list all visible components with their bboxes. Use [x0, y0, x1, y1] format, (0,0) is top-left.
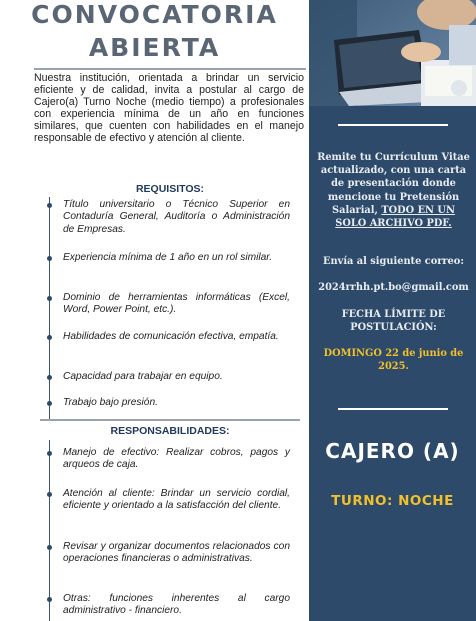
responsabilidad-bullet	[47, 545, 52, 550]
requisitos-timeline	[49, 197, 50, 419]
requisito-item: Dominio de herramientas informáticas (Excel, Word, Power Point, etc.).	[63, 292, 290, 316]
sidebar-divider-bottom	[338, 408, 448, 410]
requisitos-heading: REQUISITOS:	[135, 183, 205, 195]
title-line-2: ABIERTA	[88, 33, 221, 62]
requisito-bullet	[47, 335, 52, 340]
title-divider	[34, 68, 306, 70]
requisito-bullet	[47, 296, 52, 301]
title-line-1: CONVOCATORIA	[31, 0, 278, 29]
responsabilidad-item: Revisar y organizar documentos relacionados con operaciones financieras o administrativas.	[63, 541, 290, 565]
responsabilidad-bullet	[47, 451, 52, 456]
responsabilidad-bullet	[47, 597, 52, 602]
requisito-item: Experiencia mínima de 1 año en un rol similar.	[63, 252, 273, 263]
remite-part2: TODO EN UN SOLO ARCHIVO PDF.	[335, 204, 455, 230]
cargo-title: CAJERO (A)	[325, 439, 460, 463]
email-address: 2024rrhh.pt.bo@gmail.com	[318, 282, 469, 293]
requisito-item: Trabajo bajo presión.	[63, 397, 158, 408]
responsabilidad-item: Atención al cliente: Brindar un servicio cordial, eficiente y orientado a la satisfacción del cliente.	[63, 488, 290, 512]
remite-part1: Remite tu Currículum Vitae actualizado, con una carta de presentación donde mencione tu Pretensión Salarial,	[317, 152, 470, 216]
responsabilidad-bullet	[47, 492, 52, 497]
fecha-limite: DOMINGO 22 de junio de 2025.	[323, 348, 464, 373]
remite-text	[316, 151, 471, 230]
requisito-item: Capacidad para trabajar en equipo.	[63, 371, 223, 382]
requisito-bullet	[47, 256, 52, 261]
turno-label: TURNO: NOCHE	[331, 493, 454, 509]
responsabilidades-heading: RESPONSABILIDADES:	[110, 425, 230, 437]
responsabilidad-item: Manejo de efectivo: Realizar cobros, pagos y arqueos de caja.	[63, 447, 290, 471]
envia-label: Envía al siguiente correo:	[323, 256, 464, 267]
requisito-item: Título universitario o Técnico Superior en Contaduría General, Auditoría o Administración de Empresas.	[63, 199, 290, 235]
section-divider	[40, 419, 300, 421]
requisito-bullet	[47, 375, 52, 380]
requisito-bullet	[47, 401, 52, 406]
responsabilidad-item: Otras: funciones inherentes al cargo administrativo - financiero.	[63, 593, 290, 617]
fecha-label: FECHA LÍMITE DE POSTULACIÓN:	[341, 309, 446, 334]
requisito-bullet	[47, 203, 52, 208]
responsabilidades-timeline	[49, 440, 50, 621]
header-photo	[309, 0, 476, 106]
requisito-item: Habilidades de comunicación efectiva, empatía.	[63, 331, 279, 342]
intro-paragraph: Nuestra institución, orientada a brindar un servicio eficiente y de calidad, invita a postular al cargo de Cajero(a) Turno Noche (medio tiempo) a profesionales con experiencia mínima de un año en funciones similares, que cuenten con habilidades en el manejo responsable de efectivo y atención al cliente.	[34, 72, 304, 144]
sidebar-divider-top	[338, 124, 448, 126]
